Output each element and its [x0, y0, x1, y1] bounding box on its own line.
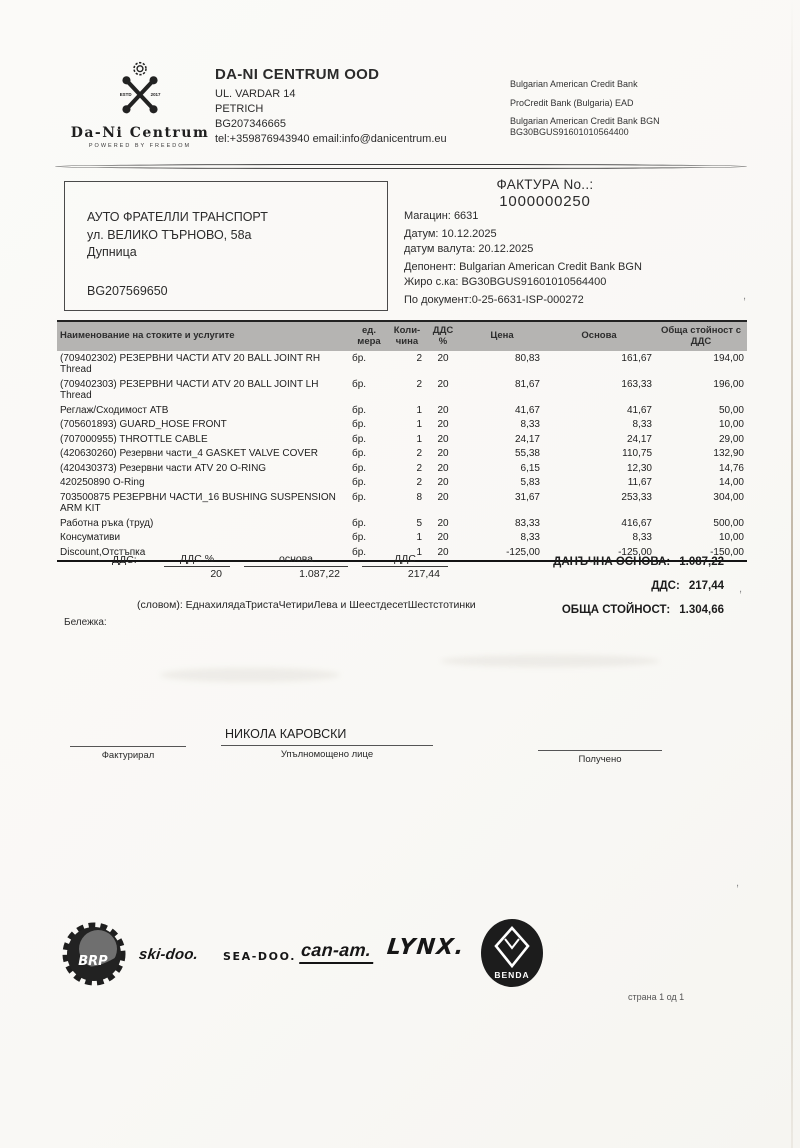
invoice-number: 1000000250 [499, 193, 591, 210]
item-unit: бр. [352, 419, 367, 430]
store-value: 6631 [453, 210, 479, 222]
seadoo-logo: SEA-DOO. [223, 950, 297, 963]
customer-vat-id: BG207569650 [87, 283, 168, 298]
col-header-vat: ДДС % [425, 321, 461, 351]
table-row [57, 516, 747, 531]
item-total: 10,00 [718, 532, 744, 543]
item-vat: 20 [437, 462, 449, 474]
item-vat: 20 [437, 491, 449, 503]
item-base: 24,17 [626, 433, 652, 445]
doc-label: По документ: [404, 293, 472, 306]
issuer-label: Фактурирал [101, 750, 155, 761]
item-qty: 2 [416, 352, 422, 364]
invoice-title: ФАКТУРА No..: [496, 177, 594, 192]
table-row [57, 432, 747, 447]
seller-city: PETRICH [215, 103, 264, 115]
giro-label: Жиро с.ка: [404, 276, 459, 288]
vat-rate-header: ДДС % [164, 553, 230, 567]
item-unit: бр. [352, 404, 367, 416]
item-qty: 1 [416, 404, 422, 416]
item-unit: бр. [352, 491, 367, 503]
item-vat: 20 [437, 433, 449, 445]
svg-text:2017: 2017 [150, 91, 161, 97]
vat-total-label: ДДС: [651, 580, 680, 592]
col-header-price: Цена [461, 321, 543, 351]
item-unit: бр. [352, 352, 367, 364]
bank-item [510, 116, 760, 137]
bank-iban: BG30BGUS91601010564400 [510, 126, 629, 137]
col-header-qty: Коли-чина [389, 321, 425, 351]
customer-city: Дупница [87, 245, 137, 259]
item-price: 8,33 [520, 532, 540, 543]
vat-base-value: 1.087,22 [299, 568, 340, 580]
table-row [57, 447, 747, 462]
scan-artifact: , [739, 583, 743, 595]
table-row [57, 418, 747, 433]
bank-list [510, 79, 760, 145]
item-total: 500,00 [713, 517, 744, 529]
note-label: Бележка: [64, 617, 107, 628]
item-name: 703500875 РЕЗЕРВНИ ЧАСТИ_16 BUSHING SUSPENSION ARM KIT [60, 491, 336, 514]
vat-amount-col [362, 553, 448, 580]
vat-amount-header: ДДС [362, 553, 448, 567]
item-price: -125,00 [506, 546, 540, 558]
item-name: (709402303) РЕЗЕРВНИ ЧАСТИ ATV 20 BALL JOINT LH Thread [60, 378, 319, 401]
benda-diamond-icon [479, 918, 545, 988]
item-unit: бр. [352, 378, 367, 390]
item-qty: 2 [416, 477, 422, 488]
vat-amount-value: 217,44 [407, 568, 440, 580]
item-vat: 20 [437, 448, 449, 459]
seller-logo [68, 60, 212, 149]
received-label: Получено [578, 754, 622, 765]
item-vat: 20 [437, 419, 449, 430]
grand-total-value: 1.304,66 [679, 604, 724, 616]
item-qty: 5 [416, 517, 422, 529]
amount-in-words: (словом): ЕднахилядаТристаЧетириЛева и ШеестдесетШестстотинки [137, 599, 476, 611]
giro-value: BG30BGUS91601010564400 [461, 276, 607, 288]
vat-rate-value: 20 [210, 568, 222, 580]
svg-text:BENDA: BENDA [494, 970, 530, 980]
vat-total-row [553, 580, 724, 592]
customer-address: ул. ВЕЛИКО ТЪРНОВО, 58а [87, 227, 252, 242]
signature-line [538, 735, 662, 751]
date-row [404, 228, 749, 242]
table-header-row [57, 321, 747, 351]
store-label: Магацин: [404, 210, 451, 222]
item-qty: 8 [416, 491, 422, 503]
item-total: 14,76 [718, 462, 744, 474]
page-number: страна 1 од 1 [628, 992, 685, 1002]
svg-text:ESTD: ESTD [119, 91, 132, 97]
seller-info [215, 66, 447, 147]
depositor-label: Депонент: [404, 260, 457, 273]
item-total: -150,00 [710, 546, 744, 558]
item-price: 6,15 [520, 462, 540, 474]
item-total: 10,00 [718, 419, 744, 430]
item-unit: бр. [352, 448, 367, 459]
vat-rate-col [164, 553, 230, 580]
item-base: 41,67 [626, 404, 652, 416]
item-base: 12,30 [626, 462, 652, 474]
bank-item: ProCredit Bank (Bulgaria) EAD [510, 97, 634, 108]
signature-line [70, 731, 186, 747]
bank-name: Bulgarian American Credit Bank BGN [510, 116, 660, 126]
received-signature [538, 735, 662, 765]
grand-total-row [553, 604, 724, 616]
crossed-wrenches-icon [111, 60, 169, 118]
item-price: 8,33 [520, 419, 540, 430]
item-base: 110,75 [622, 448, 652, 459]
table-row [57, 476, 747, 491]
scan-artifact: , [736, 877, 740, 889]
authorized-person-name: НИКОЛА КАРОВСКИ [225, 727, 347, 741]
skidoo-logo: ski-doo. [138, 946, 200, 963]
item-vat: 20 [437, 378, 449, 390]
item-base: 161,67 [621, 352, 652, 364]
item-base: 11,67 [627, 477, 652, 488]
scan-artifact: , [743, 290, 747, 302]
item-qty: 2 [416, 448, 422, 459]
item-total: 132,90 [713, 448, 744, 459]
item-name: 420250890 O-Ring [60, 477, 145, 488]
totals-block [553, 556, 724, 628]
scan-smudge [440, 655, 660, 667]
item-vat: 20 [437, 404, 449, 416]
item-qty: 1 [416, 419, 422, 430]
item-name: (705601893) GUARD_HOSE FRONT [60, 419, 227, 430]
item-total: 196,00 [713, 378, 744, 390]
item-unit: бр. [352, 433, 367, 445]
item-vat: 20 [437, 477, 449, 488]
item-price: 5,83 [520, 477, 540, 488]
item-vat: 20 [437, 546, 449, 558]
item-name: (707000955) THROTTLE CABLE [60, 433, 208, 445]
seller-logo-tagline: POWERED BY FREEDOM [88, 143, 192, 149]
grand-total-label: ОБЩА СТОЙНОСТ: [561, 604, 671, 616]
item-name: Консумативи [60, 532, 121, 543]
vat-base-header: основа [244, 553, 348, 567]
issuer-signature [70, 731, 186, 761]
item-price: 80,83 [514, 352, 540, 364]
item-base: 8,33 [632, 532, 652, 543]
seller-street: UL. VARDAR 14 [215, 88, 296, 100]
seller-logo-name: Da-Ni Centrum [70, 125, 210, 141]
authorized-label: Упълномощено лице [280, 749, 374, 760]
item-qty: 2 [416, 462, 422, 474]
table-row [57, 403, 747, 418]
date-value: 10.12.2025 [441, 227, 497, 240]
seller-name: DA-NI CENTRUM OOD [215, 66, 380, 83]
svg-text:BRP: BRP [78, 954, 108, 969]
seller-vat-id: BG207346665 [215, 118, 286, 130]
item-price: 41,67 [514, 404, 540, 416]
item-qty: 2 [416, 378, 422, 390]
item-unit: бр. [352, 532, 367, 543]
vat-summary [112, 553, 462, 580]
item-total: 50,00 [718, 404, 744, 416]
scan-smudge [160, 668, 340, 682]
col-header-base: Основа [543, 321, 655, 351]
item-unit: бр. [352, 546, 367, 558]
item-price: 31,67 [514, 491, 540, 503]
brp-gear-icon [62, 922, 126, 986]
item-base: 8,33 [632, 419, 652, 430]
items-table [57, 320, 747, 562]
item-price: 24,17 [514, 433, 540, 445]
customer-name: АУТО ФРАТЕЛЛИ ТРАНСПОРТ [87, 210, 268, 224]
bank-item: Bulgarian American Credit Bank [510, 79, 638, 89]
tax-base-label: ДАНЪЧНА ОСНОВА: [553, 556, 671, 568]
doc-row [404, 294, 749, 308]
item-vat: 20 [437, 532, 449, 543]
seller-contact: tel:+359876943940 email:info@danicentrum.eu [215, 133, 447, 145]
item-base: 253,33 [621, 491, 652, 503]
item-total: 14,00 [718, 477, 744, 488]
header-divider [55, 164, 747, 169]
authorized-signature [221, 727, 433, 760]
invoice-head [430, 177, 660, 210]
doc-value: 0-25-6631-ISP-000272 [471, 293, 584, 306]
benda-logo [479, 918, 545, 993]
table-row [57, 351, 747, 377]
table-row [57, 461, 747, 476]
tax-base-row [553, 556, 724, 568]
item-name: Discount,Отстъпка [60, 546, 146, 558]
item-name: (709402302) РЕЗЕРВНИ ЧАСТИ ATV 20 BALL JOINT RH Thread [60, 352, 321, 375]
giro-row [404, 276, 749, 290]
item-name: (420430373) Резервни части ATV 20 O-RING [60, 462, 267, 474]
table-row [57, 377, 747, 403]
item-qty: 1 [416, 532, 422, 543]
item-price: 81,67 [514, 378, 540, 390]
value-date-value: 20.12.2025 [478, 243, 534, 255]
item-base: -125,00 [618, 546, 652, 558]
depositor-value: Bulgarian American Credit Bank BGN [459, 260, 642, 273]
item-price: 83,33 [514, 517, 540, 529]
item-vat: 20 [437, 517, 449, 529]
item-qty: 1 [416, 546, 422, 558]
item-unit: бр. [352, 517, 367, 529]
depositor-row [404, 261, 749, 275]
canam-logo: can-am. [299, 940, 375, 964]
col-header-unit: ед. мера [349, 321, 389, 351]
vat-base-col [244, 553, 348, 580]
item-unit: бр. [352, 477, 367, 488]
item-base: 163,33 [621, 378, 652, 390]
col-header-name: Наименование на стоките и услугите [57, 321, 349, 351]
invoice-meta [404, 210, 749, 309]
item-name: Реглаж/Сходимост ATB [60, 404, 169, 416]
item-vat: 20 [437, 352, 449, 364]
value-date-label: датум валута: [404, 243, 476, 255]
item-price: 55,38 [514, 448, 540, 459]
scan-edge-shadow [791, 0, 793, 1148]
item-unit: бр. [352, 462, 367, 474]
customer-box [64, 181, 388, 311]
store-row [404, 210, 749, 224]
item-name: Работна ръка (труд) [60, 517, 154, 529]
tax-base-value: 1.087,22 [679, 556, 724, 568]
table-row [57, 490, 747, 516]
table-row [57, 531, 747, 546]
value-date-row [404, 243, 749, 257]
date-label: Датум: [404, 227, 439, 240]
vat-summary-label: ДДС: [112, 554, 137, 566]
item-total: 194,00 [713, 352, 744, 364]
item-qty: 1 [416, 433, 422, 445]
lynx-logo: LYNX. [385, 935, 467, 960]
item-total: 29,00 [718, 433, 744, 445]
col-header-total: Обща стойност с ДДС [655, 321, 747, 351]
item-name: (420630260) Резервни части_4 GASKET VALVE COVER [60, 448, 318, 459]
item-base: 416,67 [621, 517, 652, 529]
brp-logo [62, 922, 126, 991]
item-total: 304,00 [713, 491, 744, 503]
vat-total-value: 217,44 [688, 580, 724, 592]
